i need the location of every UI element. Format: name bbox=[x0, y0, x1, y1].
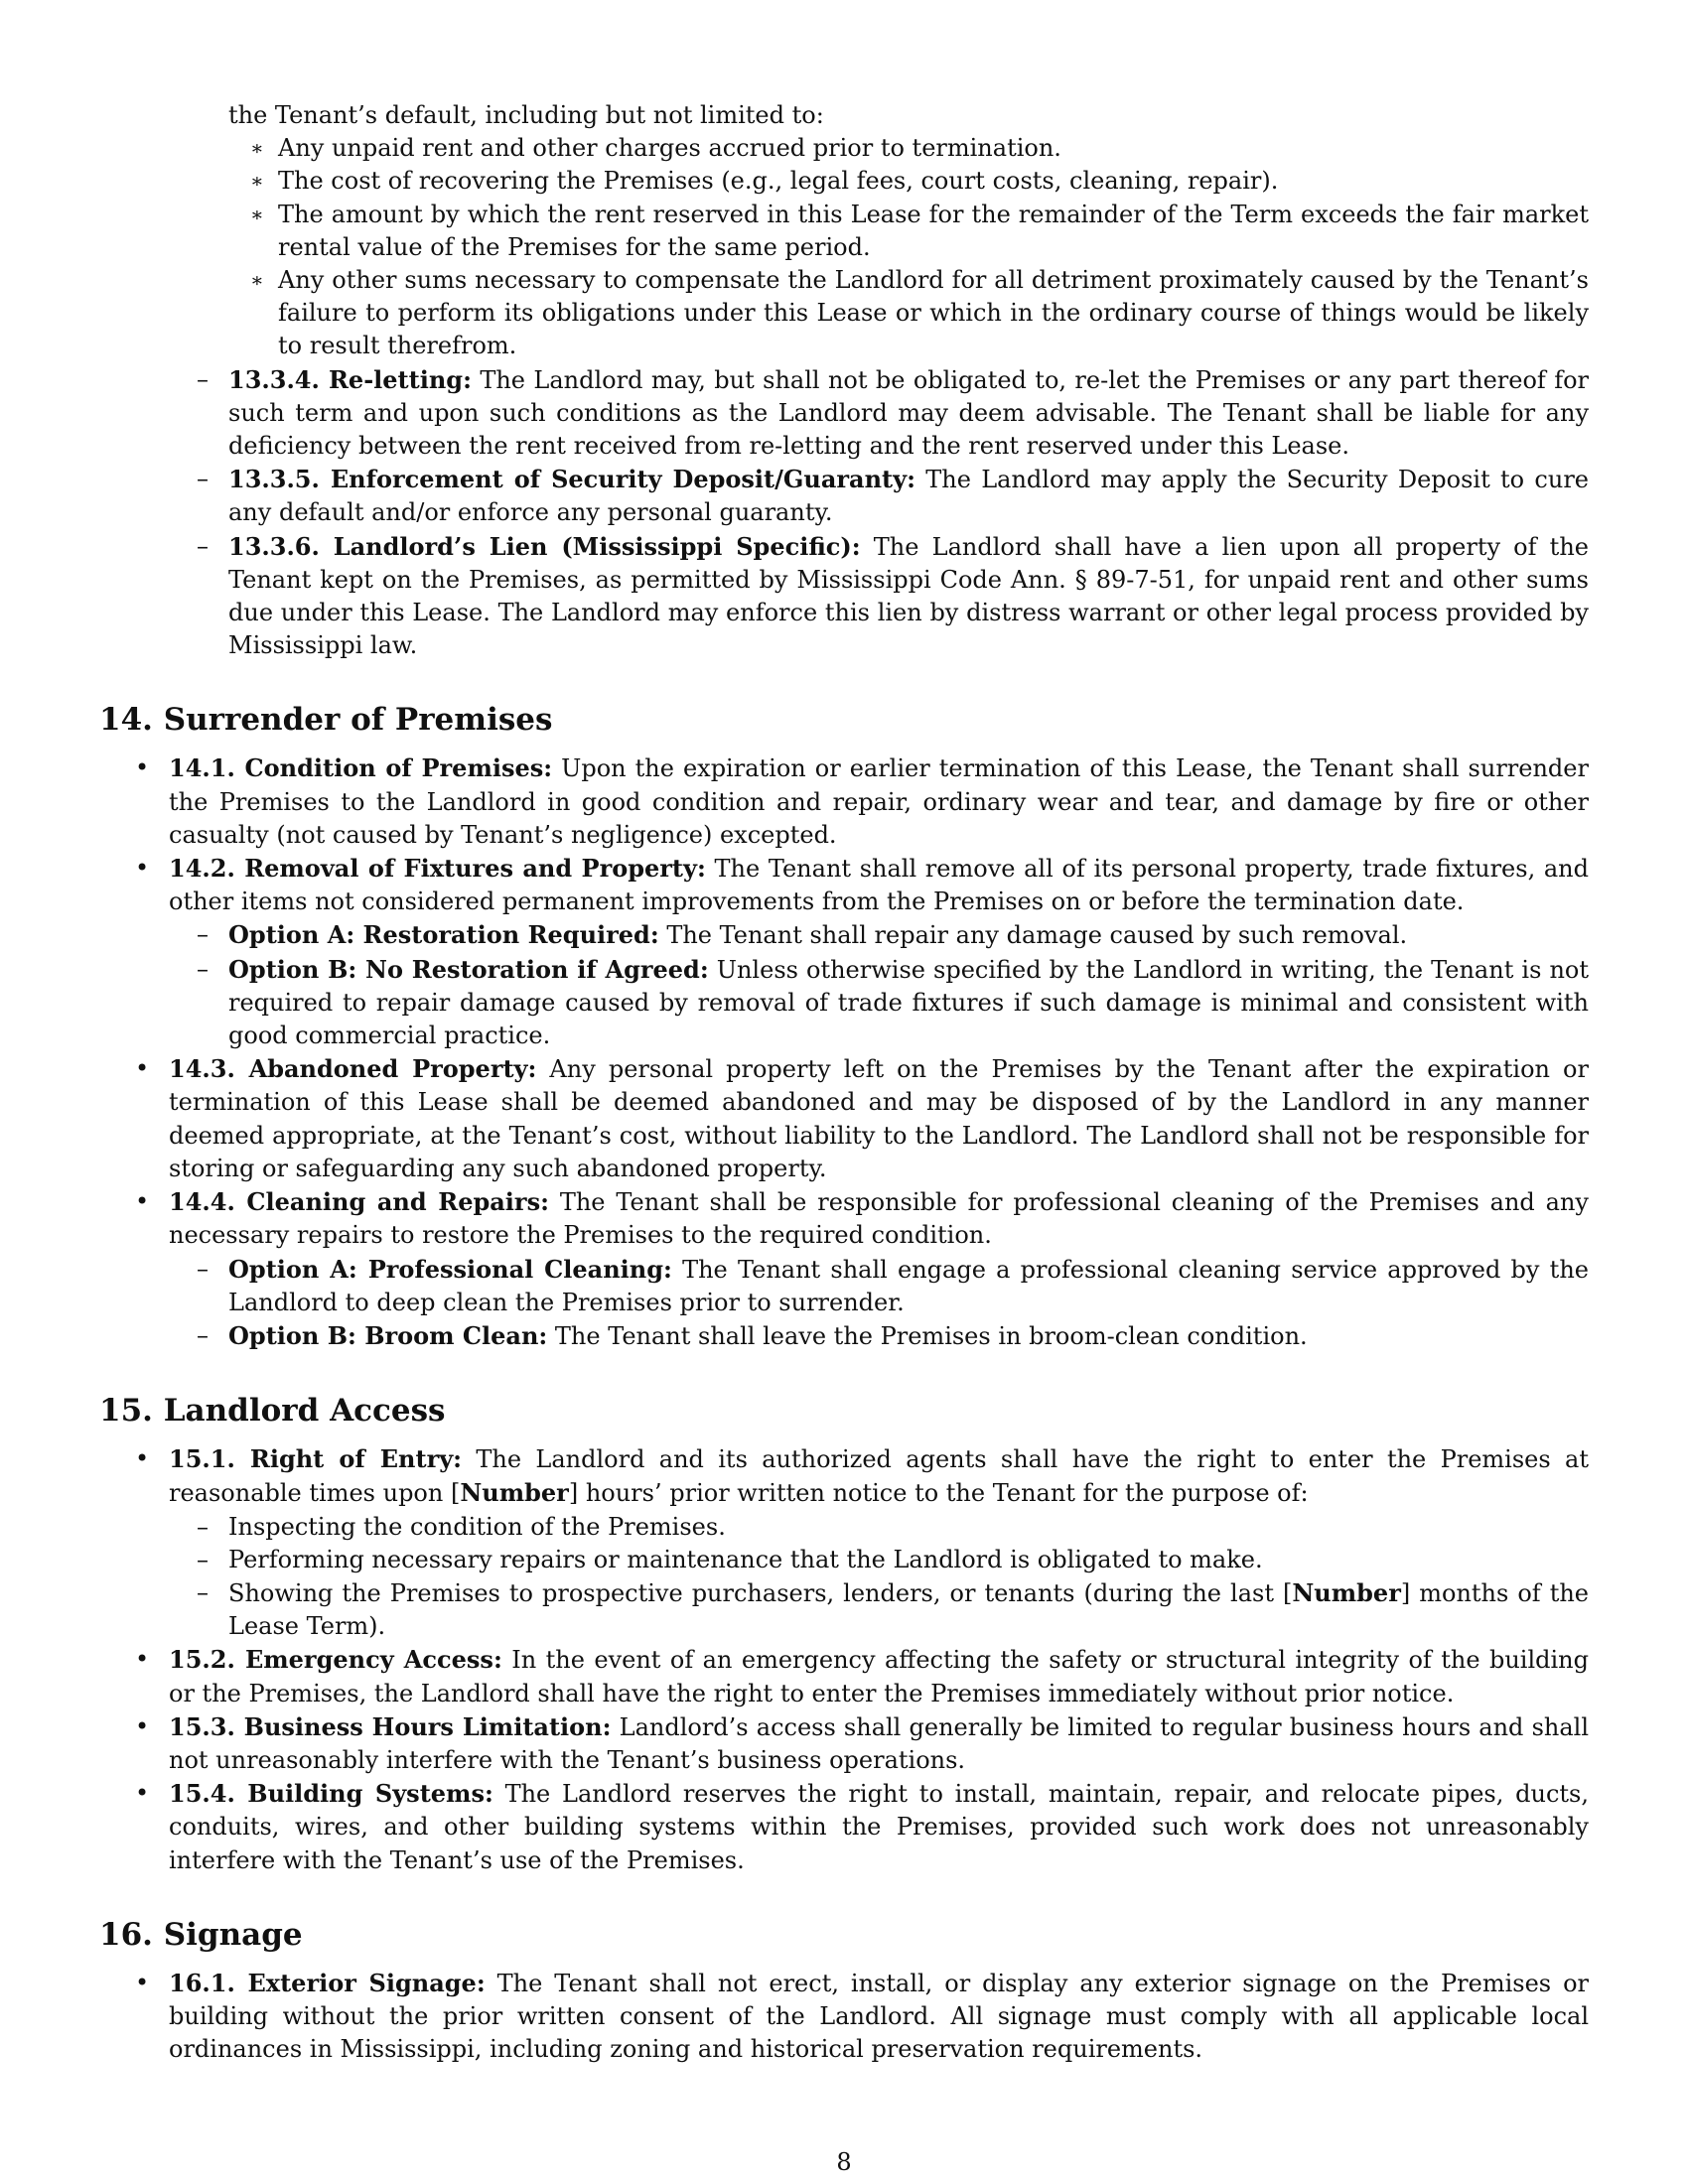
bullet-icon: • bbox=[135, 1444, 150, 1473]
s13-intro: the Tenant’s default, including but not limited to: bbox=[228, 101, 824, 129]
page-content bbox=[99, 99, 1589, 2066]
damage-item: ∗ Any unpaid rent and other charges accrued prior to termination. bbox=[99, 132, 1589, 165]
clause-14-2-option-a: – Option A: Restoration Required: The Tenant shall repair any damage caused by such removal. bbox=[99, 918, 1589, 952]
dash-bullet-icon: – bbox=[197, 465, 209, 493]
clause-15-4: • 15.4. Building Systems: The Landlord reserves the right to install, maintain, repair, and relocate pipes, ducts, conduits, wires, and other building systems within the Premises, provided such work does not unreasonably interfere with the Tenant’s use of the Premises. bbox=[135, 1779, 1589, 1874]
dash-bullet-icon: – bbox=[197, 1320, 209, 1349]
placeholder-number: Number bbox=[460, 1478, 569, 1508]
asterisk-bullet-icon: ∗ bbox=[250, 136, 264, 161]
dash-bullet-icon: – bbox=[197, 1512, 209, 1541]
bullet-icon: • bbox=[135, 1645, 150, 1674]
bullet-icon: • bbox=[135, 1968, 150, 1996]
clause-14-3: • 14.3. Abandoned Property: Any personal property left on the Premises by the Tenant after the expiration or termination of this Lease shall be deemed abandoned and may be disposed of by the Landlord in any manner deemed appropriate, at the Tenant’s cost, without liability to the Landlord. The Landlord shall not be responsible for storing or safeguarding any such abandoned property. bbox=[135, 1054, 1589, 1182]
asterisk-bullet-icon: ∗ bbox=[250, 169, 264, 194]
dash-bullet-icon: – bbox=[197, 1254, 209, 1283]
bullet-icon: • bbox=[135, 1054, 150, 1083]
clause-14-1: • 14.1. Condition of Premises: Upon the expiration or earlier termination of this Lease, the Tenant shall surrender the Premises to the Landlord in good condition and repair, ordinary wear and tear, and damage by fire or other casualty (not caused by Tenant’s negligence) excepted. bbox=[135, 753, 1589, 849]
bullet-icon: • bbox=[135, 854, 150, 883]
bullet-icon: • bbox=[135, 1187, 150, 1216]
clause-15-2: • 15.2. Emergency Access: In the event of an emergency affecting the safety or structural integrity of the building or the Premises, the Landlord shall have the right to enter the Premises immediately without prior notice. bbox=[135, 1645, 1589, 1707]
clause-14-4: • 14.4. Cleaning and Repairs: The Tenant shall be responsible for professional cleaning of the Premises and any necessary repairs to restore the Premises to the required condition. bbox=[135, 1187, 1589, 1250]
clause-15-3: • 15.3. Business Hours Limitation: Landlord’s access shall generally be limited to regular business hours and shall not unreasonably interfere with the Tenant’s business operations. bbox=[135, 1711, 1590, 1774]
clause-13-3-5: – 13.3.5. Enforcement of Security Deposit/Guaranty: The Landlord may apply the Security Deposit to cure any default and/or enforce any personal guaranty. bbox=[197, 465, 1589, 527]
dash-bullet-icon: – bbox=[197, 364, 209, 393]
damage-item: ∗ The amount by which the rent reserved in this Lease for the remainder of the Term exceeds the fair market rental value of the Premises for the same period. bbox=[250, 200, 1589, 261]
page-number: 8 bbox=[836, 2148, 852, 2176]
clause-15-1-purpose: – Inspecting the condition of the Premises. bbox=[99, 1511, 1589, 1544]
dash-bullet-icon: – bbox=[197, 1577, 209, 1606]
dash-bullet-icon: – bbox=[197, 531, 209, 560]
damage-item: ∗ Any other sums necessary to compensate the Landlord for all detriment proximately caused by the Tenant’s failure to perform its obligations under this Lease or which in the ordinary course of things would be likely to result therefrom. bbox=[250, 266, 1589, 360]
clause-16-1: • 16.1. Exterior Signage: The Tenant shall not erect, install, or display any exterior signage on the Premises or building without the prior written consent of the Landlord. All signage must comply with all applicable local ordinances in Mississippi, including zoning and historical preservation requirements. bbox=[135, 1968, 1590, 2064]
clause-14-2: • 14.2. Removal of Fixtures and Property: The Tenant shall remove all of its personal property, trade fixtures, and other items not considered permanent improvements from the Premises on or before the termination date. bbox=[135, 854, 1590, 916]
dash-bullet-icon: – bbox=[197, 1545, 209, 1573]
clause-14-4-option-a: – Option A: Professional Cleaning: The Tenant shall engage a professional cleaning service approved by the Landlord to deep clean the Premises prior to surrender. bbox=[197, 1254, 1589, 1316]
bullet-icon: • bbox=[135, 1711, 150, 1740]
clause-15-1-purpose: – Showing the Premises to prospective purchasers, lenders, or tenants (during the last [Number] months of the Lease Term). bbox=[197, 1577, 1590, 1641]
dash-bullet-icon: – bbox=[197, 954, 209, 983]
section-14-heading: 14. Surrender of Premises bbox=[99, 702, 553, 739]
clause-15-1-purpose: – Performing necessary repairs or maintenance that the Landlord is obligated to make. bbox=[99, 1544, 1589, 1576]
asterisk-bullet-icon: ∗ bbox=[250, 268, 264, 293]
clause-14-4-option-b: – Option B: Broom Clean: The Tenant shall leave the Premises in broom-clean condition. bbox=[99, 1319, 1589, 1353]
clause-14-2-option-b: – Option B: No Restoration if Agreed: Unless otherwise specified by the Landlord in writing, the Tenant is not required to repair damage caused by removal of trade fixtures if such damage is minimal and consistent with good commercial practice. bbox=[197, 954, 1589, 1050]
asterisk-bullet-icon: ∗ bbox=[250, 202, 264, 226]
dash-bullet-icon: – bbox=[197, 920, 209, 949]
bullet-icon: • bbox=[135, 1779, 150, 1808]
section-16-heading: 16. Signage bbox=[99, 1916, 303, 1953]
clause-13-3-6: – 13.3.6. Landlord’s Lien (Mississippi Specific): The Landlord shall have a lien upon all property of the Tenant kept on the Premises, as permitted by Mississippi Code Ann. § 89-7-51, for unpaid rent and other sums due under this Lease. The Landlord may enforce this lien by distress warrant or other legal process provided by Mississippi law. bbox=[197, 531, 1589, 660]
clause-15-1: • 15.1. Right of Entry: The Landlord and its authorized agents shall have the right to enter the Premises at reasonable times upon [Number] hours’ prior written notice to the Tenant for the purpose of: bbox=[135, 1444, 1589, 1508]
bullet-icon: • bbox=[135, 753, 150, 782]
placeholder-number: Number bbox=[1292, 1577, 1401, 1607]
section-15-heading: 15. Landlord Access bbox=[99, 1393, 446, 1430]
damage-item: ∗ The cost of recovering the Premises (e.g., legal fees, court costs, cleaning, repair). bbox=[99, 165, 1589, 198]
clause-13-3-4: – 13.3.4. Re-letting: The Landlord may, but shall not be obligated to, re-let the Premises or any part thereof for such term and upon such conditions as the Landlord may deem advisable. The Tenant shall be liable for any deficiency between the rent received from re-letting and the rent reserved under this Lease. bbox=[197, 364, 1590, 461]
